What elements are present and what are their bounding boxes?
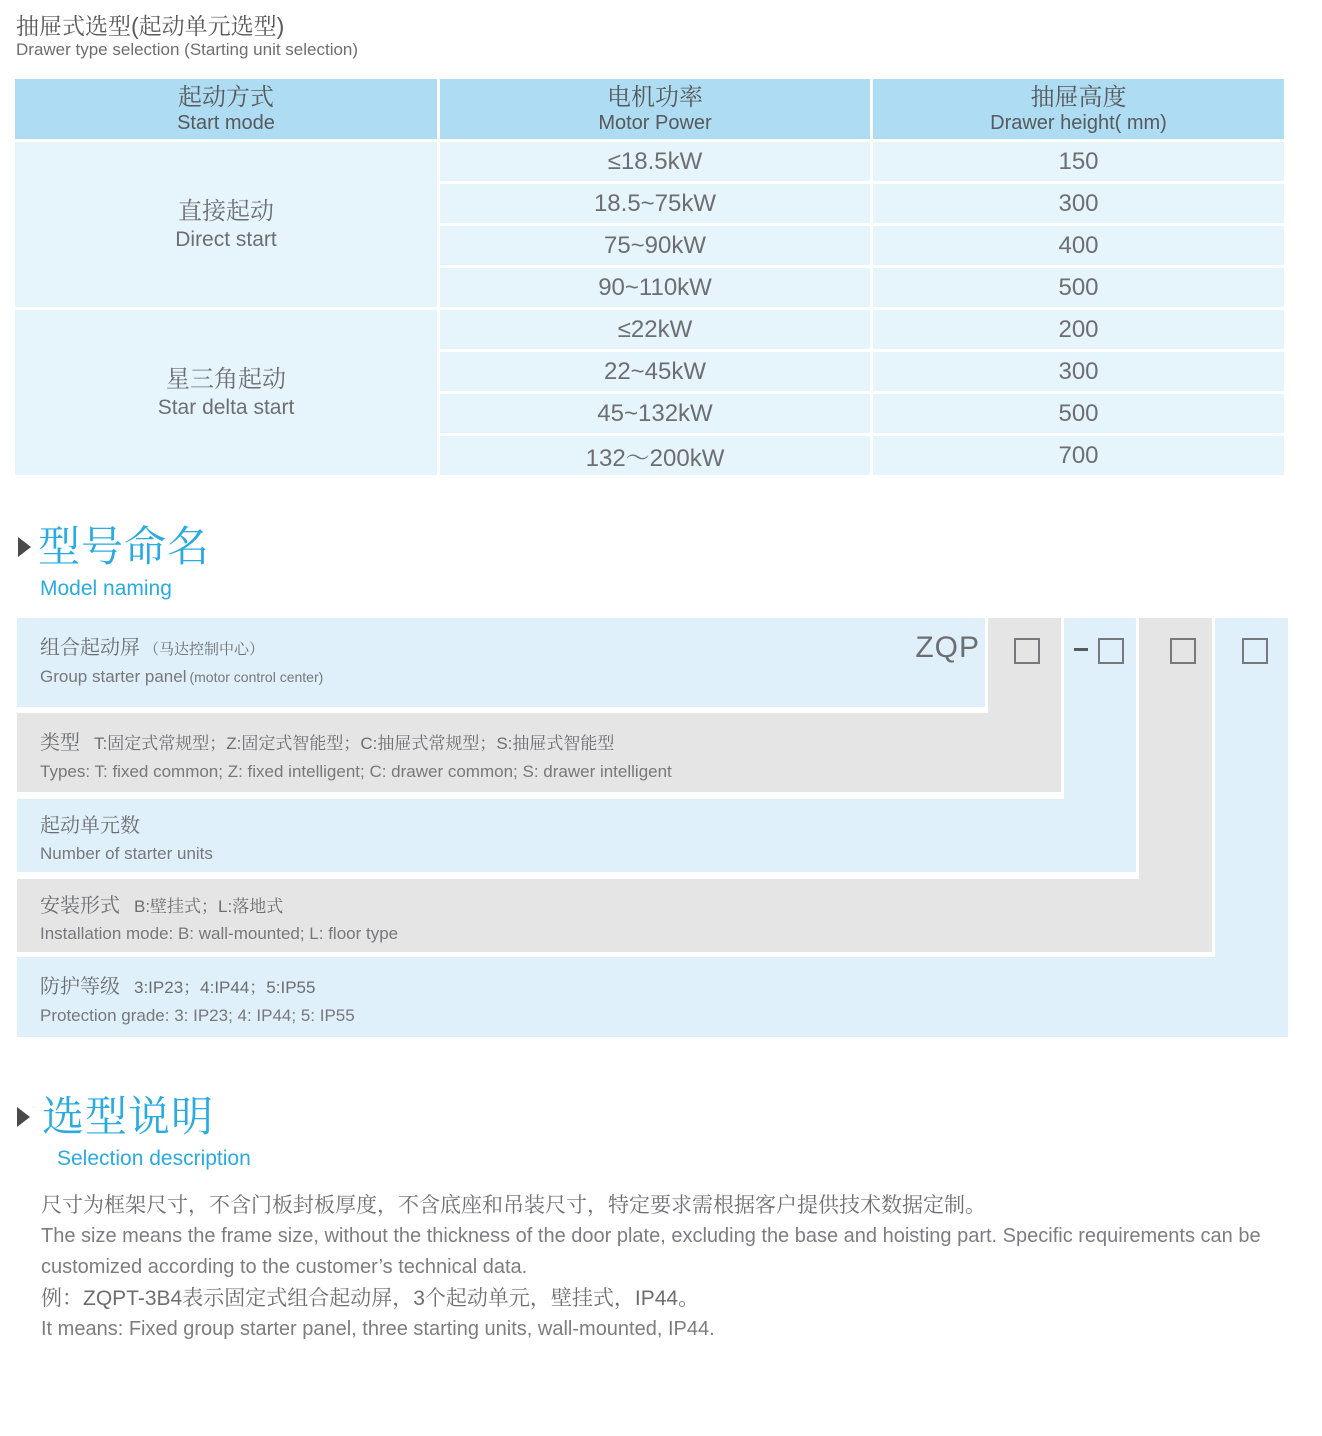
page-title-zh: 抽屉式选型(起动单元选型) (16, 13, 285, 39)
model-code-prefix: ZQP (915, 631, 980, 664)
power-cell: ≤18.5kW (440, 142, 870, 181)
header-motor-power (440, 79, 870, 139)
naming-row5-zh: 防护等级 (40, 976, 120, 998)
section-arrow-icon (17, 1107, 30, 1127)
header-start-mode (15, 79, 437, 139)
header-drawer-height-zh: 抽屉高度 (1030, 83, 1127, 111)
paragraph-en-size: The size means the frame size, without the thickness of the door plate, excluding the base and hoisting part. Specific requirements can be customized according to the customer’s technical data. (41, 1225, 1261, 1278)
mode-direct-en: Direct start (175, 227, 277, 251)
mode-cell-star-delta (15, 310, 437, 475)
paragraph-en-example: It means: Fixed group starter panel, three starting units, wall-mounted, IP44. (41, 1318, 715, 1340)
table-row (15, 142, 1284, 181)
height-cell: 200 (873, 310, 1284, 349)
naming-row2-zh-desc: T:固定式常规型；Z:固定式智能型；C:抽屉式常规型；S:抽屉式智能型 (94, 734, 615, 753)
height-cell: 700 (873, 436, 1284, 475)
naming-row2-zh: 类型 (40, 732, 80, 754)
naming-row4-zh: 安装形式 (40, 895, 120, 917)
header-motor-power-zh: 电机功率 (607, 83, 703, 111)
naming-row-starter-units (17, 799, 1136, 872)
header-drawer-height (873, 79, 1284, 139)
naming-row1-en: Group starter panel (40, 667, 187, 686)
table-row (15, 310, 1284, 349)
height-cell: 500 (873, 394, 1284, 433)
power-cell: 75~90kW (440, 226, 870, 265)
naming-row4-en: Installation mode: B: wall-mounted; L: floor type (40, 924, 399, 943)
naming-row-protection (17, 957, 1288, 1037)
model-code-box-units (1098, 638, 1124, 664)
model-code-box-protection (1242, 638, 1268, 664)
model-naming-title-zh: 型号命名 (38, 523, 211, 570)
power-cell: 132～200kW (440, 436, 870, 475)
height-cell: 500 (873, 268, 1284, 307)
height-cell: 400 (873, 226, 1284, 265)
drawer-selection-table (12, 76, 1287, 478)
mode-direct-zh: 直接起动 (178, 197, 274, 225)
selection-description (41, 1190, 1293, 1345)
naming-row-installation (17, 879, 1212, 952)
header-drawer-height-en: Drawer height( mm) (990, 111, 1167, 134)
paragraph-zh-example: 例：ZQPT-3B4表示固定式组合起动屏，3个起动单元，壁挂式，IP44。 (41, 1287, 700, 1310)
naming-row3-en: Number of starter units (40, 844, 213, 863)
naming-row-type (17, 713, 1061, 792)
naming-row1-zh-note: （马达控制中心） (144, 641, 265, 658)
naming-row2-en: Types: T: fixed common; Z: fixed intelligent; C: drawer common; S: drawer intelligent (40, 762, 672, 781)
model-code-dash (1074, 648, 1088, 651)
power-cell: 18.5~75kW (440, 184, 870, 223)
mode-star-delta-zh: 星三角起动 (166, 365, 286, 393)
naming-row5-en: Protection grade: 3: IP23; 4: IP44; 5: IP55 (40, 1006, 355, 1025)
naming-row4-zh-desc: B:壁挂式；L:落地式 (134, 897, 284, 916)
naming-row1-zh: 组合起动屏 (40, 637, 140, 659)
paragraph-zh-size: 尺寸为框架尺寸，不含门板封板厚度，不含底座和吊装尺寸，特定要求需根据客户提供技术数据定制。 (41, 1194, 986, 1217)
header-motor-power-en: Motor Power (598, 111, 712, 134)
height-cell: 300 (873, 184, 1284, 223)
naming-row3-zh: 起动单元数 (40, 815, 140, 837)
selection-title-en: Selection description (57, 1147, 251, 1170)
header-start-mode-en: Start mode (177, 111, 275, 134)
height-cell: 150 (873, 142, 1284, 181)
model-naming-title-en: Model naming (40, 577, 172, 600)
power-cell: 22~45kW (440, 352, 870, 391)
power-cell: 90~110kW (440, 268, 870, 307)
selection-title-zh: 选型说明 (42, 1093, 215, 1140)
power-cell: ≤22kW (440, 310, 870, 349)
mode-star-delta-en: Star delta start (157, 395, 295, 419)
naming-row1-en-note: (motor control center) (189, 669, 324, 685)
model-code-box-type (1014, 638, 1040, 664)
power-cell: 45~132kW (440, 394, 870, 433)
mode-cell-direct-start (15, 142, 437, 307)
height-cell: 300 (873, 352, 1284, 391)
naming-row5-zh-desc: 3:IP23；4:IP44；5:IP55 (134, 978, 316, 997)
header-start-mode-zh: 起动方式 (178, 83, 274, 111)
section-arrow-icon (18, 537, 31, 557)
naming-row-group-starter-panel (17, 618, 985, 707)
page-title-en: Drawer type selection (Starting unit selection) (16, 40, 359, 59)
model-code-box-installation (1170, 638, 1196, 664)
